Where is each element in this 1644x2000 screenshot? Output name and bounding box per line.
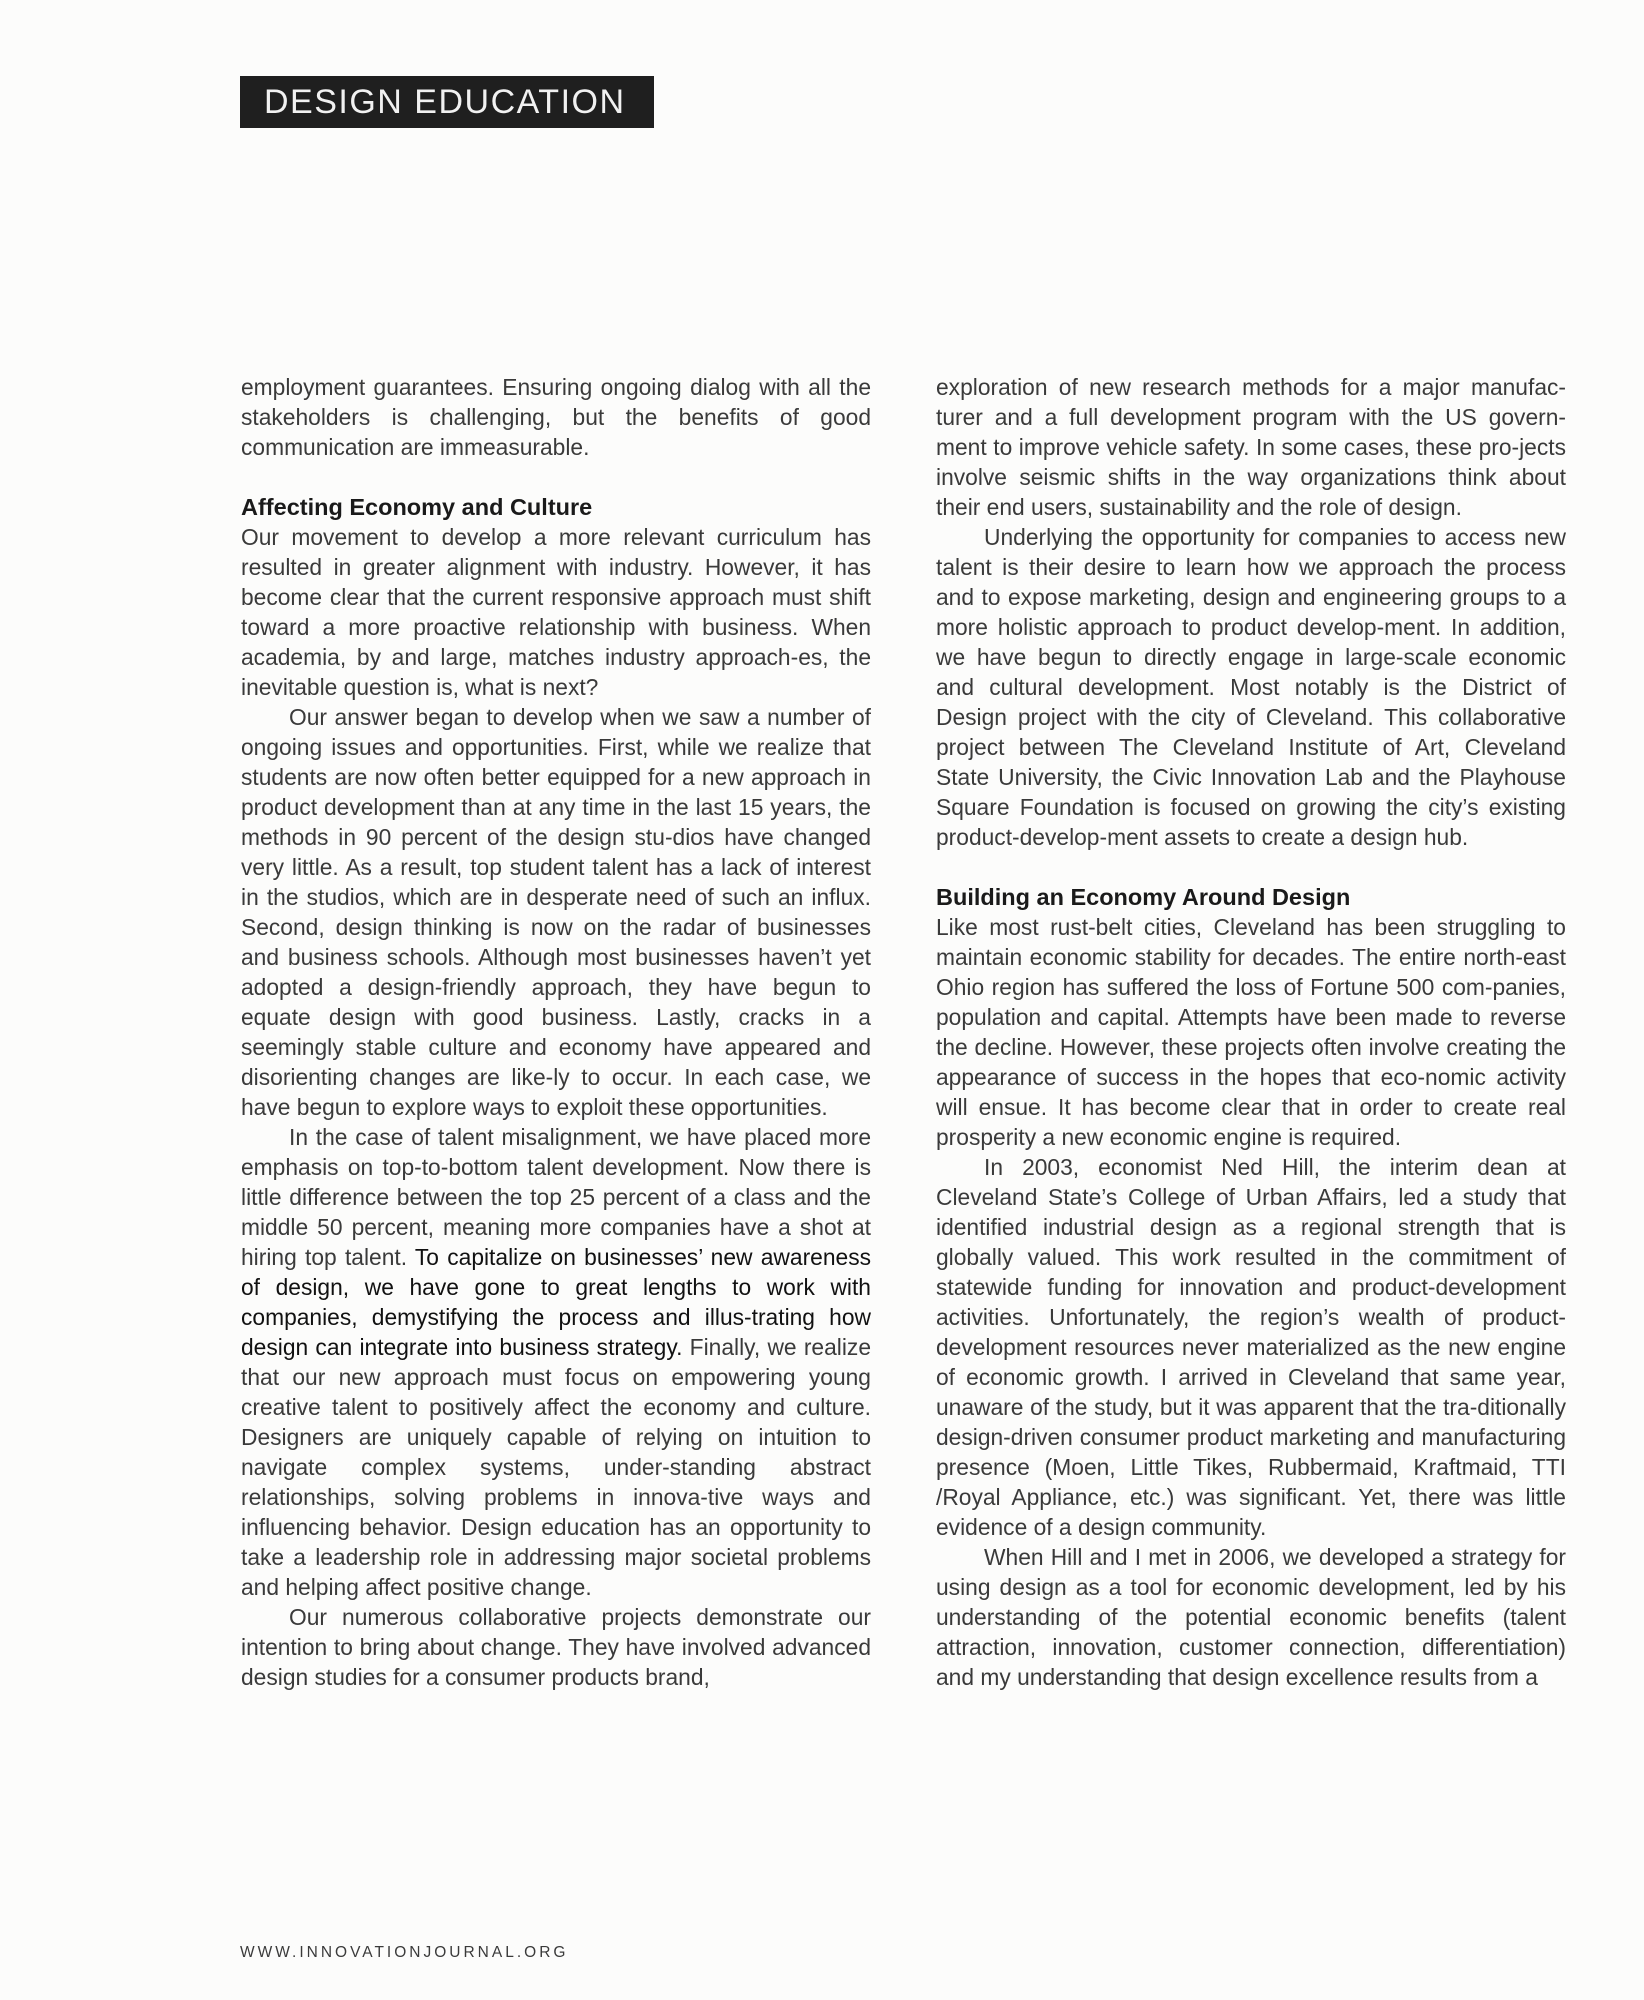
paragraph: Like most rust-belt cities, Cleveland has been struggling to maintain economic stability for decades. The entire north-east Ohio region has suffered the loss of Fortune 500 com-panies, population and capital. Attempts have been made to reverse the decline. However, these projects often involve creating the appearance of success in the hopes that eco-nomic activity will ensue. It has become clear that in order to create real prosperity a new economic engine is required. — [936, 914, 1566, 1150]
left-column — [241, 372, 871, 1692]
section-tag: DESIGN EDUCATION — [240, 76, 654, 128]
footer-url: WWW.INNOVATIONJOURNAL.ORG — [240, 1944, 569, 1961]
emphasized-text: To capitalize on businesses’ new awareness of design, we have gone to great lengths to work with companies, demystifying the process and illus-trating how design can integrate into business strategy. — [241, 1244, 871, 1360]
section-heading: Affecting Economy and Culture — [241, 494, 593, 520]
paragraph: In 2003, economist Ned Hill, the interim dean at Cleveland State’s College of Urban Affairs, led a study that identified industrial design as a regional strength that is globally valued. This work resulted in the commitment of statewide funding for innovation and product-development activities. Unfortunately, the region’s wealth of product-development resources never materialized as the new engine of economic growth. I arrived in Cleveland that same year, unaware of the study, but it was apparent that the tra-ditionally design-driven consumer product marketing and manufacturing presence (Moen, Little Tikes, Rubbermaid, Kraftmaid, TTI /Royal Appliance, etc.) was significant. Yet, there was little evidence of a design community. — [936, 1154, 1566, 1540]
section-heading: Building an Economy Around Design — [936, 884, 1351, 910]
paragraph-text: In the case of talent misalignment, we have placed more emphasis on top-to-bottom talent development. Now there is little difference between the top 25 percent of a class and the middle 50 percent, meaning more companies have a shot at hiring top talent. — [241, 1124, 871, 1270]
paragraph: employment guarantees. Ensuring ongoing dialog with all the stakeholders is challenging, but the benefits of good communication are immeasurable. — [241, 374, 871, 460]
paragraph-text: Finally, we realize that our new approach must focus on empowering young creative talent to positively affect the economy and culture. Designers are uniquely capable of relying on intuition to navigate complex systems, under-standing abstract relationships, solving problems in innova-tive ways and influencing behavior. Design education has an opportunity to take a leadership role in addressing major societal problems and helping affect positive change. — [241, 1334, 871, 1600]
paragraph: Our numerous collaborative projects demonstrate our intention to bring about change. They have involved advanced design studies for a consumer products brand, — [241, 1604, 871, 1690]
paragraph: Our answer began to develop when we saw a number of ongoing issues and opportunities. First, while we realize that students are now often better equipped for a new approach in product development than at any time in the last 15 years, the methods in 90 percent of the design stu-dios have changed very little. As a result, top student talent has a lack of interest in the studios, which are in desperate need of such an influx. Second, design thinking is now on the radar of businesses and business schools. Although most businesses haven’t yet adopted a design-friendly approach, they have begun to equate design with good business. Lastly, cracks in a seemingly stable culture and economy have appeared and disorienting changes are like-ly to occur. In each case, we have begun to explore ways to exploit these opportunities. — [241, 704, 871, 1120]
paragraph: Underlying the opportunity for companies to access new talent is their desire to learn how we approach the process and to expose marketing, design and engineering groups to a more holistic approach to product develop-ment. In addition, we have begun to directly engage in large-scale economic and cultural development. Most notably is the District of Design project with the city of Cleveland. This collaborative project between The Cleveland Institute of Art, Cleveland State University, the Civic Innovation Lab and the Playhouse Square Foundation is focused on growing the city’s existing product-develop-ment assets to create a design hub. — [936, 524, 1566, 850]
paragraph: When Hill and I met in 2006, we developed a strategy for using design as a tool for economic development, led by his understanding of the potential economic benefits (talent attraction, innovation, customer connection, differentiation) and my understanding that design excellence results from a — [936, 1544, 1566, 1690]
paragraph: exploration of new research methods for a major manufac-turer and a full development program with the US govern-ment to improve vehicle safety. In some cases, these pro-jects involve seismic shifts in the way organizations think about their end users, sustainability and the role of design. — [936, 374, 1566, 520]
paragraph — [241, 1122, 871, 1602]
right-column — [936, 372, 1566, 1692]
paragraph: Our movement to develop a more relevant curriculum has resulted in greater alignment with industry. However, it has become clear that the current responsive approach must shift toward a more proactive relationship with business. When academia, by and large, matches industry approach-es, the inevitable question is, what is next? — [241, 524, 871, 700]
